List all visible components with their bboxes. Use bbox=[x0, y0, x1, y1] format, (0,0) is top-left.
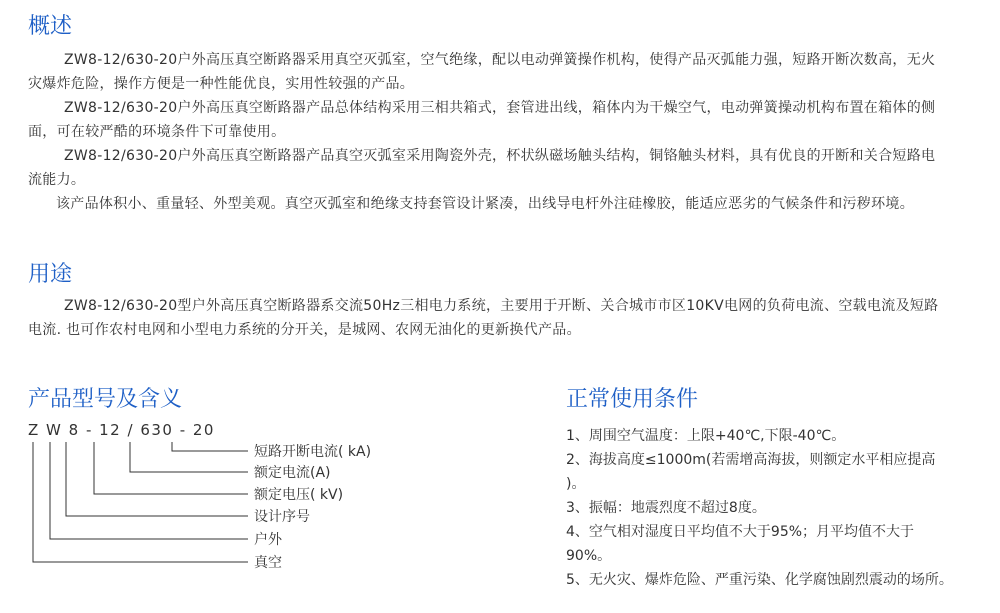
overview-paragraph-1: ZW8-12/630-20户外高压真空断路器采用真空灭弧室，空气绝缘，配以电动弹簧操作机构，使得产品灭弧能力强，短路开断次数高，无火灾爆炸危险，操作方便是一种性能优良，实用性较强的产品。 bbox=[28, 52, 936, 92]
condition-item: 4、空气相对湿度日平均值不大于95%；月平均值不大于90%。 bbox=[566, 524, 915, 564]
overview-title: 概述 bbox=[28, 14, 73, 39]
model-label-design-number: 设计序号 bbox=[254, 509, 310, 525]
model-label-outdoor: 户外 bbox=[254, 532, 282, 548]
condition-item: 2、海拔高度≤1000m(若需增高海拔，则额定水平相应提高 )。 bbox=[566, 452, 936, 492]
usage-title: 用途 bbox=[28, 262, 73, 287]
model-label-vacuum: 真空 bbox=[254, 555, 282, 571]
model-label-rated-current: 额定电流(A) bbox=[254, 465, 331, 481]
model-label-rated-voltage: 额定电压( kV) bbox=[254, 487, 344, 503]
condition-item: 3、振幅：地震烈度不超过8度。 bbox=[566, 500, 766, 516]
usage-paragraph: ZW8-12/630-20型户外高压真空断路器系交流50Hz三相电力系统，主要用于开断、关合城市市区10KV电网的负荷电流、空载电流及短路电流. 也可作农村电网和小型电力系统的分开关，是城网、农网无油化的更新换代产品。 bbox=[28, 298, 939, 338]
model-label-breaking-current: 短路开断电流( kA) bbox=[254, 444, 372, 460]
conditions-list bbox=[566, 424, 956, 592]
condition-item: 5、无火灾、爆炸危险、严重污染、化学腐蚀剧烈震动的场所。 bbox=[566, 572, 953, 588]
overview-paragraph-3: ZW8-12/630-20户外高压真空断路器产品真空灭弧室采用陶瓷外壳，杯状纵磁场触头结构，铜铬触头材料，具有优良的开断和关合短路电流能力。 bbox=[28, 148, 936, 188]
model-code: Z W 8 - 12 / 630 - 20 bbox=[28, 421, 215, 439]
overview-paragraph-4: 该产品体积小、重量轻、外型美观。真空灭弧室和绝缘支持套管设计紧凑，出线导电杆外注硅橡胶，能适应恶劣的气候条件和污秽环境。 bbox=[56, 196, 914, 212]
overview-paragraph-2: ZW8-12/630-20户外高压真空断路器产品总体结构采用三相共箱式，套管进出线，箱体内为干燥空气，电动弹簧操动机构布置在箱体的侧面，可在较严酷的环境条件下可靠使用。 bbox=[28, 100, 936, 140]
condition-item: 1、周围空气温度：上限+40℃,下限-40℃。 bbox=[566, 428, 846, 444]
conditions-title: 正常使用条件 bbox=[566, 387, 699, 412]
model-title: 产品型号及含义 bbox=[28, 387, 183, 412]
